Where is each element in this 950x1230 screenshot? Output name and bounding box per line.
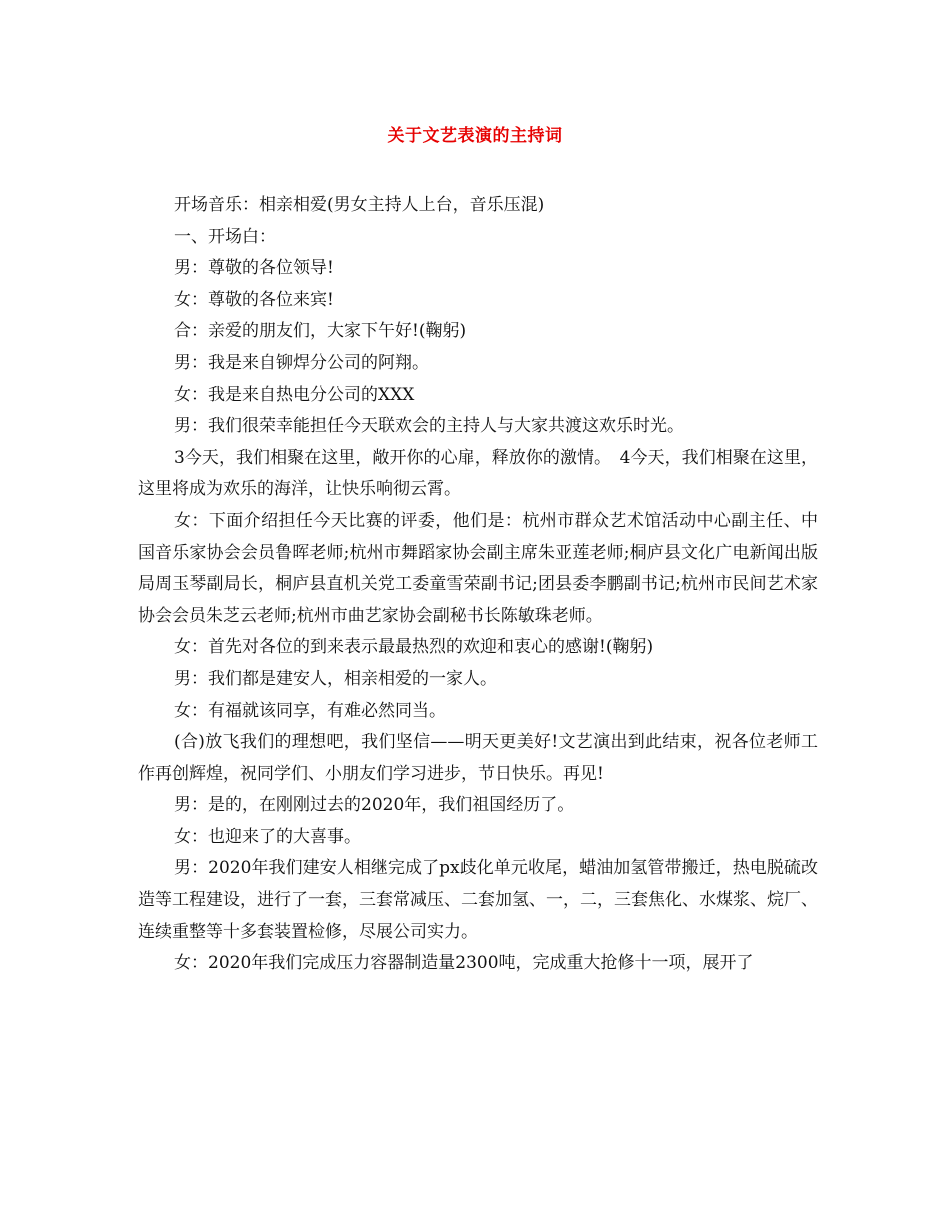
paragraph: 女：有福就该同享，有难必然同当。 bbox=[174, 700, 446, 721]
paragraph: (合)放飞我们的理想吧，我们坚信——明天更美好!文艺演出到此结束，祝各位老师工作再创辉煌，祝同学们、小朋友们学习进步，节日快乐。再见! bbox=[138, 732, 818, 784]
paragraph: 男：我们很荣幸能担任今天联欢会的主持人与大家共渡这欢乐时光。 bbox=[174, 416, 684, 437]
paragraph: 男：是的，在刚刚过去的2020年，我们祖国经历了。 bbox=[174, 795, 575, 816]
paragraph: 女：首先对各位的到来表示最最热烈的欢迎和衷心的感谢!(鞠躬) bbox=[174, 637, 654, 658]
paragraph: 男：我是来自铆焊分公司的阿翔。 bbox=[174, 352, 429, 373]
paragraph: 女：2020年我们完成压力容器制造量2300吨，完成重大抢修十一项，展开了 bbox=[174, 953, 754, 974]
paragraph: 男：我们都是建安人，相亲相爱的一家人。 bbox=[174, 668, 497, 689]
paragraph: 女：下面介绍担任今天比赛的评委，他们是：杭州市群众艺术馆活动中心副主任、中国音乐家协会会员鲁晖老师;杭州市舞蹈家协会副主席朱亚莲老师;桐庐县文化广电新闻出版局周玉琴副局长，桐庐县直机关党工委童雪荣副书记;团县委李鹏副书记;杭州市民间艺术家协会会员朱芝云老师;杭州市曲艺家协会副秘书长陈敏珠老师。 bbox=[138, 510, 818, 626]
paragraph: 合：亲爱的朋友们，大家下午好!(鞠躬) bbox=[174, 321, 467, 342]
paragraph: 男：2020年我们建安人相继完成了px歧化单元收尾，蜡油加氢管带搬迁，热电脱硫改造等工程建设，进行了一套，三套常减压、二套加氢、一，二，三套焦化、水煤浆、烷厂、连续重整等十多套装置检修，尽展公司实力。 bbox=[138, 858, 818, 942]
paragraph: 3今天，我们相聚在这里，敞开你的心扉，释放你的激情。 4今天，我们相聚在这里，这里将成为欢乐的海洋，让快乐响彻云霄。 bbox=[138, 447, 818, 500]
paragraph: 女：也迎来了的大喜事。 bbox=[174, 826, 361, 847]
paragraph: 一、开场白： bbox=[174, 226, 276, 247]
document-body bbox=[138, 190, 818, 980]
paragraph: 男：尊敬的各位领导! bbox=[174, 258, 334, 279]
paragraph: 女：尊敬的各位来宾! bbox=[174, 289, 334, 310]
paragraph: 开场音乐：相亲相爱(男女主持人上台，音乐压混) bbox=[174, 195, 545, 215]
paragraph: 女：我是来自热电分公司的XXX bbox=[174, 384, 415, 405]
document-title: 关于文艺表演的主持词 bbox=[387, 126, 563, 146]
